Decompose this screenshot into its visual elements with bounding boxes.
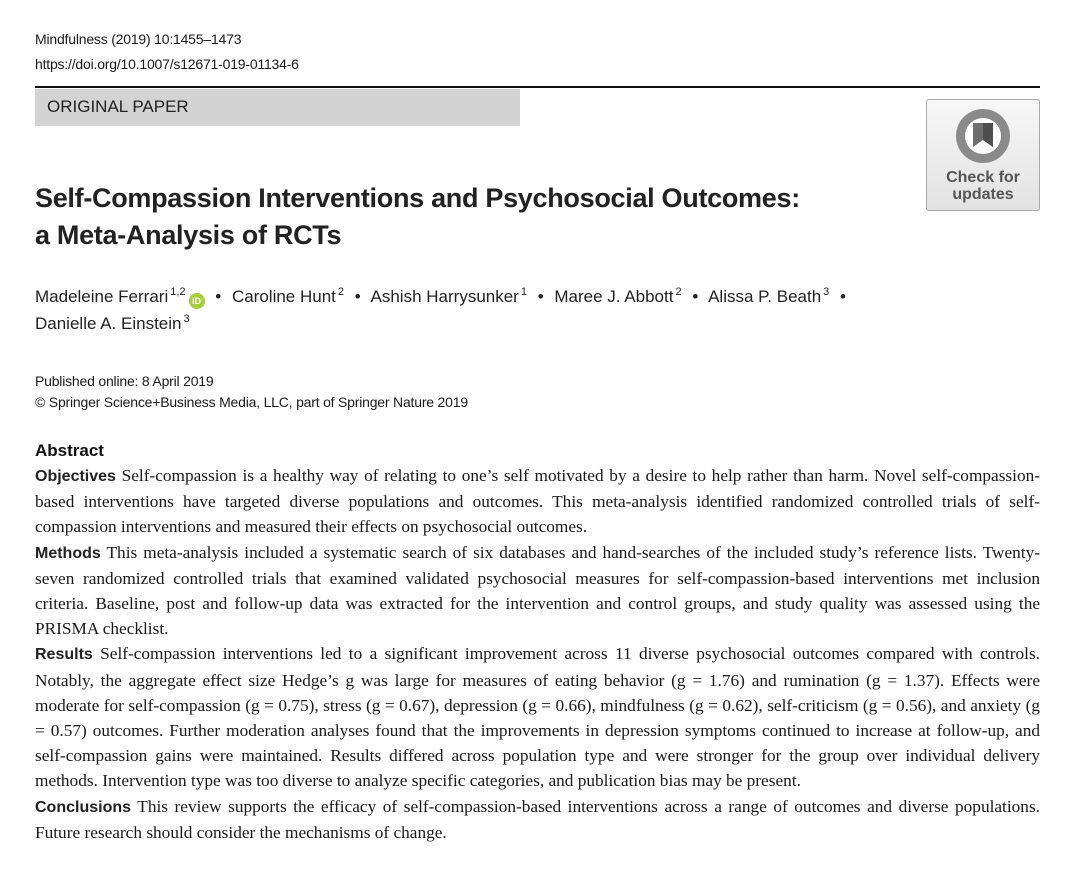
author-separator: • <box>840 287 846 306</box>
abstract-body <box>35 463 1040 845</box>
author-name[interactable]: Ashish Harrysunker <box>370 287 519 306</box>
author-name[interactable]: Madeleine Ferrari <box>35 287 169 306</box>
author-name[interactable]: Caroline Hunt <box>231 287 336 306</box>
author-name[interactable]: Alissa P. Beath <box>708 287 822 306</box>
abstract-section-objectives <box>35 463 1040 540</box>
crossmark-line2: updates <box>952 186 1014 203</box>
abstract-section-results <box>35 641 1040 793</box>
author-separator: • <box>354 287 361 306</box>
section-label: Conclusions <box>35 798 132 816</box>
check-for-updates-badge[interactable] <box>926 99 1040 211</box>
author-name[interactable]: Danielle A. Einstein <box>35 314 182 333</box>
author-affiliation: 2 <box>675 286 682 298</box>
author-affiliation: 2 <box>337 286 345 298</box>
author-name[interactable]: Maree J. Abbott <box>554 287 674 306</box>
section-text: This meta-analysis included a systematic search of six databases and hand-searches of the included study’s reference lists. Twenty-seven randomized controlled trials that examined validated psychosocial measures for self-compassion-based interventions met inclusion criteria. Baseline, post and follow-up data was extracted for the intervention and control groups, and study quality was assessed using the PRISMA checklist. <box>35 542 1040 639</box>
abstract-section-conclusions <box>35 794 1040 845</box>
paper-type-label: ORIGINAL PAPER <box>47 97 189 116</box>
journal-citation: Mindfulness (2019) 10:1455–1473 <box>35 31 242 47</box>
crossmark-line1: Check for <box>946 169 1020 186</box>
author-affiliation: 1,2 <box>170 286 186 298</box>
abstract-section-methods <box>35 540 1040 642</box>
section-text: This review supports the efficacy of self-compassion-based interventions across a range of outcomes and diverse populations. Future research should consider the mechanisms of change. <box>35 796 1040 842</box>
abstract-heading: Abstract <box>35 441 104 460</box>
section-label: Results <box>35 646 93 664</box>
author-affiliation: 1 <box>520 286 527 298</box>
title-line-2: a Meta-Analysis of RCTs <box>35 220 342 250</box>
section-text: Self-compassion is a healthy way of relating to one’s self motivated by a desire to help rather than harm. Novel self-compassion-based interventions have targeted diverse populations and outcomes. This meta-analysis identified randomized controlled trials of self-compassion interventions and measured their effects on psychosocial outcomes. <box>35 466 1040 537</box>
doi-link[interactable]: https://doi.org/10.1007/s12671-019-01134-6 <box>35 56 299 72</box>
published-date: Published online: 8 April 2019 <box>35 373 214 389</box>
section-label: Objectives <box>35 468 116 485</box>
author-list <box>35 283 1040 337</box>
paper-title <box>35 180 915 254</box>
author-separator: • <box>692 287 699 306</box>
section-label: Methods <box>35 544 101 562</box>
author-affiliation: 3 <box>823 286 830 298</box>
orcid-icon[interactable]: iD <box>189 293 205 309</box>
section-text: Self-compassion interventions led to a significant improvement across 11 diverse psychosocial outcomes compared with controls. Notably, the aggregate effect size Hedge’s g was large for measures of eating behavior (g = 1.76) and rumination (g = 1.37). Effects were moderate for self-compassion (g = 0.75), stress (g = 0.67), depression (g = 0.66), mindfulness (g = 0.62), self-criticism (g = 0.56), and anxiety (g = 0.57) outcomes. Further moderation analyses found that the improvements in depression symptoms continued to increase at follow-up, and self-compassion gains were maintained. Results differed across population type and were stronger for the group over individual delivery methods. Intervention type was too diverse to analyze specific categories, and publication bias may be present. <box>35 644 1040 791</box>
author-separator: • <box>537 287 544 306</box>
author-line-1 <box>35 283 1040 310</box>
author-separator: • <box>215 287 222 306</box>
paper-type-banner <box>35 89 520 126</box>
author-affiliation: 3 <box>183 313 190 325</box>
copyright-notice: © Springer Science+Business Media, LLC, part of Springer Nature 2019 <box>35 394 468 410</box>
title-line-1: Self-Compassion Interventions and Psychosocial Outcomes: <box>35 183 800 213</box>
crossmark-icon <box>953 103 1013 167</box>
author-line-2 <box>35 310 1040 337</box>
header-rule <box>35 86 1040 88</box>
